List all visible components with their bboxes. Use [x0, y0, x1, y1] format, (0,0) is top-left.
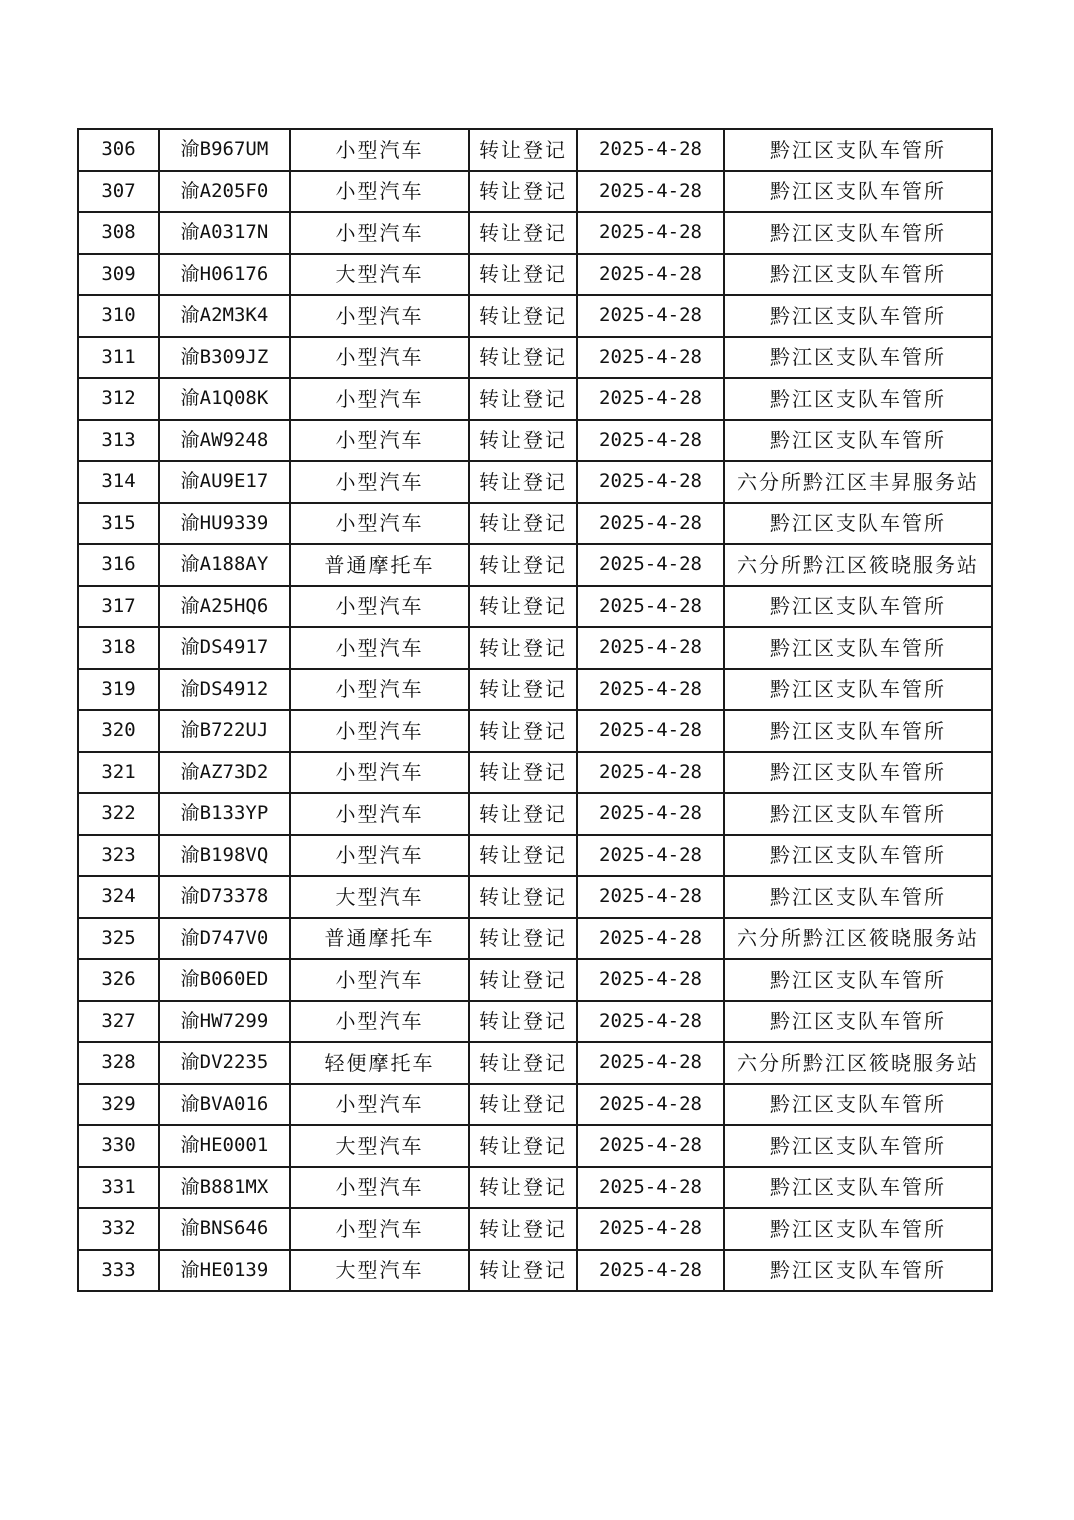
table-row	[78, 710, 992, 752]
business-type-cell: 转让登记	[469, 793, 577, 835]
vehicle-type-cell: 小型汽车	[290, 710, 469, 752]
vehicle-type-cell: 大型汽车	[290, 876, 469, 918]
date-cell: 2025-4-28	[577, 752, 724, 794]
vehicle-registration-table	[77, 128, 993, 1292]
office-cell: 黔江区支队车管所	[724, 793, 992, 835]
plate-number-cell: 渝B881MX	[159, 1167, 290, 1209]
table-row	[78, 420, 992, 462]
row-number-cell: 307	[78, 171, 159, 213]
business-type-cell: 转让登记	[469, 1084, 577, 1126]
business-type-cell: 转让登记	[469, 669, 577, 711]
plate-number-cell: 渝HW7299	[159, 1001, 290, 1043]
date-cell: 2025-4-28	[577, 918, 724, 960]
office-cell: 黔江区支队车管所	[724, 1167, 992, 1209]
row-number-cell: 323	[78, 835, 159, 877]
plate-number-cell: 渝B722UJ	[159, 710, 290, 752]
date-cell: 2025-4-28	[577, 420, 724, 462]
table-row	[78, 544, 992, 586]
office-cell: 黔江区支队车管所	[724, 295, 992, 337]
plate-number-cell: 渝A0317N	[159, 212, 290, 254]
row-number-cell: 315	[78, 503, 159, 545]
date-cell: 2025-4-28	[577, 876, 724, 918]
table-row	[78, 1125, 992, 1167]
business-type-cell: 转让登记	[469, 586, 577, 628]
row-number-cell: 318	[78, 627, 159, 669]
date-cell: 2025-4-28	[577, 171, 724, 213]
row-number-cell: 326	[78, 959, 159, 1001]
table-row	[78, 627, 992, 669]
vehicle-type-cell: 小型汽车	[290, 793, 469, 835]
business-type-cell: 转让登记	[469, 627, 577, 669]
business-type-cell: 转让登记	[469, 171, 577, 213]
row-number-cell: 322	[78, 793, 159, 835]
vehicle-type-cell: 大型汽车	[290, 1250, 469, 1292]
plate-number-cell: 渝DS4917	[159, 627, 290, 669]
table-row	[78, 1250, 992, 1292]
date-cell: 2025-4-28	[577, 461, 724, 503]
plate-number-cell: 渝HU9339	[159, 503, 290, 545]
business-type-cell: 转让登记	[469, 835, 577, 877]
office-cell: 黔江区支队车管所	[724, 129, 992, 171]
plate-number-cell: 渝A2M3K4	[159, 295, 290, 337]
business-type-cell: 转让登记	[469, 1208, 577, 1250]
office-cell: 黔江区支队车管所	[724, 876, 992, 918]
date-cell: 2025-4-28	[577, 1042, 724, 1084]
table-row	[78, 959, 992, 1001]
business-type-cell: 转让登记	[469, 1167, 577, 1209]
row-number-cell: 321	[78, 752, 159, 794]
date-cell: 2025-4-28	[577, 1208, 724, 1250]
business-type-cell: 转让登记	[469, 544, 577, 586]
vehicle-type-cell: 普通摩托车	[290, 918, 469, 960]
office-cell: 黔江区支队车管所	[724, 1125, 992, 1167]
date-cell: 2025-4-28	[577, 835, 724, 877]
office-cell: 黔江区支队车管所	[724, 337, 992, 379]
date-cell: 2025-4-28	[577, 1167, 724, 1209]
date-cell: 2025-4-28	[577, 1084, 724, 1126]
date-cell: 2025-4-28	[577, 378, 724, 420]
vehicle-type-cell: 普通摩托车	[290, 544, 469, 586]
table-row	[78, 586, 992, 628]
vehicle-type-cell: 小型汽车	[290, 1167, 469, 1209]
plate-number-cell: 渝D73378	[159, 876, 290, 918]
row-number-cell: 332	[78, 1208, 159, 1250]
row-number-cell: 317	[78, 586, 159, 628]
table-row	[78, 793, 992, 835]
office-cell: 黔江区支队车管所	[724, 171, 992, 213]
date-cell: 2025-4-28	[577, 1250, 724, 1292]
business-type-cell: 转让登记	[469, 918, 577, 960]
row-number-cell: 320	[78, 710, 159, 752]
row-number-cell: 314	[78, 461, 159, 503]
row-number-cell: 308	[78, 212, 159, 254]
vehicle-type-cell: 小型汽车	[290, 378, 469, 420]
business-type-cell: 转让登记	[469, 1250, 577, 1292]
date-cell: 2025-4-28	[577, 337, 724, 379]
table-row	[78, 1208, 992, 1250]
vehicle-type-cell: 小型汽车	[290, 1084, 469, 1126]
office-cell: 黔江区支队车管所	[724, 835, 992, 877]
plate-number-cell: 渝A1Q08K	[159, 378, 290, 420]
date-cell: 2025-4-28	[577, 627, 724, 669]
office-cell: 黔江区支队车管所	[724, 212, 992, 254]
office-cell: 黔江区支队车管所	[724, 254, 992, 296]
plate-number-cell: 渝A188AY	[159, 544, 290, 586]
date-cell: 2025-4-28	[577, 1125, 724, 1167]
table-row	[78, 876, 992, 918]
business-type-cell: 转让登记	[469, 1042, 577, 1084]
business-type-cell: 转让登记	[469, 212, 577, 254]
office-cell: 黔江区支队车管所	[724, 1250, 992, 1292]
table-row	[78, 378, 992, 420]
date-cell: 2025-4-28	[577, 586, 724, 628]
business-type-cell: 转让登记	[469, 254, 577, 296]
office-cell: 六分所黔江区丰昇服务站	[724, 461, 992, 503]
plate-number-cell: 渝BNS646	[159, 1208, 290, 1250]
office-cell: 黔江区支队车管所	[724, 503, 992, 545]
plate-number-cell: 渝B967UM	[159, 129, 290, 171]
business-type-cell: 转让登记	[469, 129, 577, 171]
vehicle-type-cell: 小型汽车	[290, 1001, 469, 1043]
row-number-cell: 309	[78, 254, 159, 296]
office-cell: 黔江区支队车管所	[724, 959, 992, 1001]
row-number-cell: 333	[78, 1250, 159, 1292]
plate-number-cell: 渝B060ED	[159, 959, 290, 1001]
table-row	[78, 171, 992, 213]
table-row	[78, 337, 992, 379]
row-number-cell: 306	[78, 129, 159, 171]
plate-number-cell: 渝AW9248	[159, 420, 290, 462]
plate-number-cell: 渝B198VQ	[159, 835, 290, 877]
office-cell: 黔江区支队车管所	[724, 669, 992, 711]
office-cell: 黔江区支队车管所	[724, 710, 992, 752]
vehicle-type-cell: 小型汽车	[290, 337, 469, 379]
row-number-cell: 330	[78, 1125, 159, 1167]
date-cell: 2025-4-28	[577, 710, 724, 752]
row-number-cell: 312	[78, 378, 159, 420]
vehicle-type-cell: 小型汽车	[290, 627, 469, 669]
business-type-cell: 转让登记	[469, 710, 577, 752]
vehicle-type-cell: 小型汽车	[290, 420, 469, 462]
plate-number-cell: 渝A25HQ6	[159, 586, 290, 628]
table-row	[78, 254, 992, 296]
business-type-cell: 转让登记	[469, 752, 577, 794]
row-number-cell: 329	[78, 1084, 159, 1126]
vehicle-type-cell: 小型汽车	[290, 752, 469, 794]
vehicle-type-cell: 小型汽车	[290, 669, 469, 711]
table-row	[78, 752, 992, 794]
vehicle-type-cell: 小型汽车	[290, 171, 469, 213]
office-cell: 黔江区支队车管所	[724, 586, 992, 628]
table-row	[78, 1167, 992, 1209]
row-number-cell: 324	[78, 876, 159, 918]
date-cell: 2025-4-28	[577, 1001, 724, 1043]
business-type-cell: 转让登记	[469, 1125, 577, 1167]
table-row	[78, 212, 992, 254]
plate-number-cell: 渝B309JZ	[159, 337, 290, 379]
vehicle-type-cell: 小型汽车	[290, 1208, 469, 1250]
plate-number-cell: 渝HE0139	[159, 1250, 290, 1292]
office-cell: 黔江区支队车管所	[724, 752, 992, 794]
business-type-cell: 转让登记	[469, 959, 577, 1001]
business-type-cell: 转让登记	[469, 378, 577, 420]
business-type-cell: 转让登记	[469, 503, 577, 545]
date-cell: 2025-4-28	[577, 959, 724, 1001]
date-cell: 2025-4-28	[577, 254, 724, 296]
vehicle-type-cell: 大型汽车	[290, 254, 469, 296]
row-number-cell: 311	[78, 337, 159, 379]
vehicle-type-cell: 小型汽车	[290, 295, 469, 337]
plate-number-cell: 渝H06176	[159, 254, 290, 296]
table-row	[78, 503, 992, 545]
date-cell: 2025-4-28	[577, 669, 724, 711]
business-type-cell: 转让登记	[469, 1001, 577, 1043]
plate-number-cell: 渝AZ73D2	[159, 752, 290, 794]
table-row	[78, 129, 992, 171]
office-cell: 黔江区支队车管所	[724, 1001, 992, 1043]
plate-number-cell: 渝AU9E17	[159, 461, 290, 503]
office-cell: 黔江区支队车管所	[724, 420, 992, 462]
date-cell: 2025-4-28	[577, 129, 724, 171]
row-number-cell: 327	[78, 1001, 159, 1043]
vehicle-type-cell: 小型汽车	[290, 212, 469, 254]
table-row	[78, 918, 992, 960]
row-number-cell: 319	[78, 669, 159, 711]
office-cell: 黔江区支队车管所	[724, 1084, 992, 1126]
row-number-cell: 325	[78, 918, 159, 960]
business-type-cell: 转让登记	[469, 876, 577, 918]
date-cell: 2025-4-28	[577, 793, 724, 835]
business-type-cell: 转让登记	[469, 295, 577, 337]
plate-number-cell: 渝B133YP	[159, 793, 290, 835]
row-number-cell: 310	[78, 295, 159, 337]
office-cell: 六分所黔江区筱晓服务站	[724, 1042, 992, 1084]
table-row	[78, 1084, 992, 1126]
table-row	[78, 295, 992, 337]
vehicle-type-cell: 小型汽车	[290, 586, 469, 628]
business-type-cell: 转让登记	[469, 337, 577, 379]
date-cell: 2025-4-28	[577, 295, 724, 337]
vehicle-type-cell: 轻便摩托车	[290, 1042, 469, 1084]
row-number-cell: 313	[78, 420, 159, 462]
table-row	[78, 461, 992, 503]
office-cell: 黔江区支队车管所	[724, 627, 992, 669]
row-number-cell: 331	[78, 1167, 159, 1209]
table-row	[78, 1001, 992, 1043]
office-cell: 黔江区支队车管所	[724, 1208, 992, 1250]
row-number-cell: 316	[78, 544, 159, 586]
table-row	[78, 835, 992, 877]
vehicle-type-cell: 小型汽车	[290, 129, 469, 171]
vehicle-type-cell: 小型汽车	[290, 461, 469, 503]
plate-number-cell: 渝D747V0	[159, 918, 290, 960]
office-cell: 黔江区支队车管所	[724, 378, 992, 420]
office-cell: 六分所黔江区筱晓服务站	[724, 544, 992, 586]
plate-number-cell: 渝A205F0	[159, 171, 290, 213]
row-number-cell: 328	[78, 1042, 159, 1084]
vehicle-type-cell: 小型汽车	[290, 503, 469, 545]
plate-number-cell: 渝BVA016	[159, 1084, 290, 1126]
vehicle-type-cell: 小型汽车	[290, 959, 469, 1001]
table-body	[78, 129, 992, 1291]
vehicle-type-cell: 大型汽车	[290, 1125, 469, 1167]
table-row	[78, 1042, 992, 1084]
table-row	[78, 669, 992, 711]
office-cell: 六分所黔江区筱晓服务站	[724, 918, 992, 960]
business-type-cell: 转让登记	[469, 461, 577, 503]
plate-number-cell: 渝DS4912	[159, 669, 290, 711]
vehicle-type-cell: 小型汽车	[290, 835, 469, 877]
date-cell: 2025-4-28	[577, 544, 724, 586]
business-type-cell: 转让登记	[469, 420, 577, 462]
date-cell: 2025-4-28	[577, 212, 724, 254]
plate-number-cell: 渝DV2235	[159, 1042, 290, 1084]
plate-number-cell: 渝HE0001	[159, 1125, 290, 1167]
date-cell: 2025-4-28	[577, 503, 724, 545]
